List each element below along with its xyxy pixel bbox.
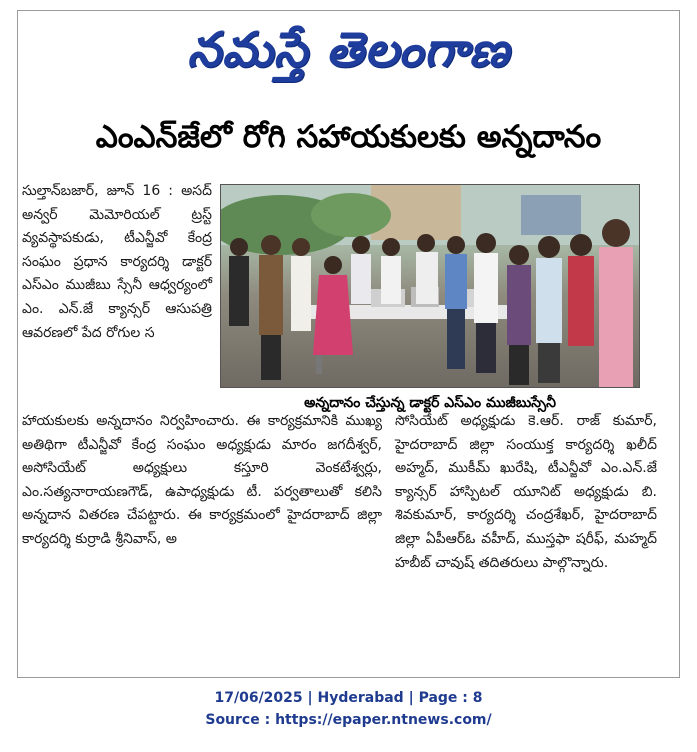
article-photo <box>220 184 640 388</box>
edition-info: 17/06/2025 | Hyderabad | Page : 8 <box>214 690 483 706</box>
photo-caption: అన్నదానం చేస్తున్న డాక్టర్‌ ఎస్‌ఎం ముజీబుస్సేనీ <box>304 394 556 411</box>
newspaper-masthead <box>18 17 679 83</box>
headline-text: ఎంఎన్‌జేలో రోగి సహాయకులకు అన్నదానం <box>95 118 602 155</box>
source-link[interactable]: Source : https://epaper.ntnews.com/ <box>205 712 492 728</box>
article-column-1: సుల్తాన్‌బజార్‌, జూన్‌ 16 : అసద్‌ అన్వర్‌ మెమోరియల్‌ ట్రస్ట్‌ వ్యవస్థాపకుడు, టీఎన్జీవో కేంద్ర సంఘం ప్రధాన కార్యదర్శి డాక్టర్‌ ఎస్‌ఎం ముజీబు స్సేనీ ఆధ్వర్యంలో ఎం. ఎన్‌.జే క్యాన్సర్‌ ఆసుపత్రి ఆవరణలో పేద రోగుల స <box>22 183 212 341</box>
article-column-2: హాయకులకు అన్నదానం నిర్వహించారు. ఈ కార్యక్రమానికి ముఖ్య అతిథిగా టీఎన్జీవో కేంద్ర సంఘం అధ్యక్షుడు మారం జగదీశ్వర్‌, అసోసియేట్‌ అధ్యక్షులు కస్తూరి వెంకటేశ్వర్లు, ఎం.సత్యనారాయణగౌడ్‌, ఉపాధ్యక్షుడు టీ. పర్వతాలుతో కలిసి అన్నదాన వితరణ చేపట్టారు. ఈ కార్యక్రమంలో హైదరాబాద్‌ జిల్లా కార్యదర్శి కుర్రాడి శ్రీనివాస్‌, అ <box>22 413 382 547</box>
photo-illustration <box>221 185 640 388</box>
masthead-title: నమస్తే తెలంగాణ <box>187 22 510 78</box>
article-headline <box>0 114 697 166</box>
article-column-3: సోసియేట్‌ అధ్యక్షుడు కె.ఆర్‌. రాజ్‌ కుమార్‌, హైదరాబాద్‌ జిల్లా సంయుక్త కార్యదర్శి ఖలీద్‌ అహ్మద్‌, ముకీమ్‌ ఖురేషి, టీఎన్జీవో ఎం.ఎన్‌.జే క్యాన్సర్‌ హాస్పిటల్‌ యూనిట్‌ అధ్యక్షుడు బి. శివకుమార్‌, కార్యదర్శి చంద్రశేఖర్‌, హైదరాబాద్‌ జిల్లా ఏపీఆర్‌ఓ వహీద్‌, ముస్తఫా షరీఫ్‌, మహ్మద్‌ హబీబ్‌ చావుష్‌ తదితరులు పాల్గొన్నారు. <box>395 413 657 571</box>
